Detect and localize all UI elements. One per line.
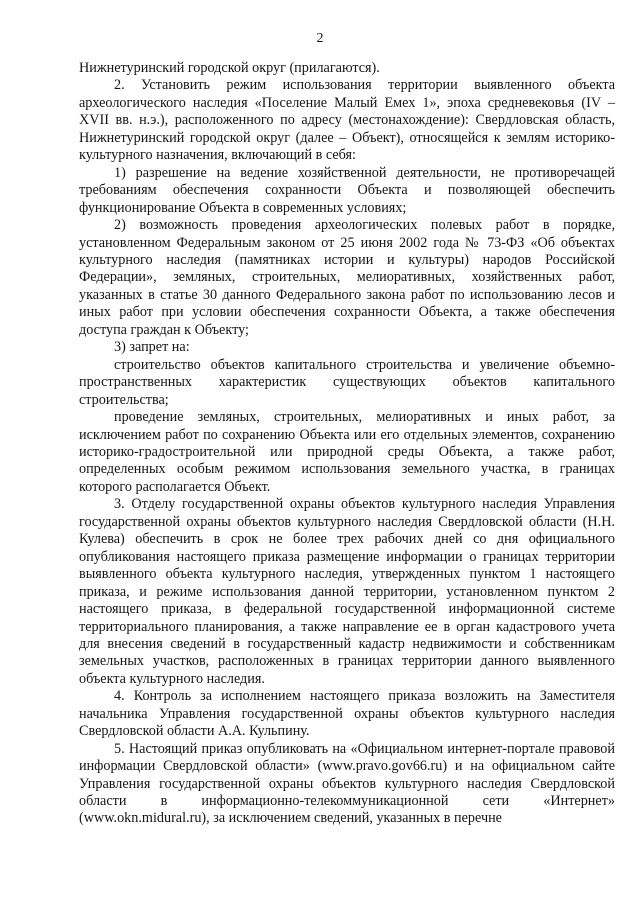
page-number: 2 [316,31,324,46]
paragraph-item-3: 3. Отделу государственной охраны объектов культурного наследия Управления государственной охраны объектов культурного наследия Свердловской области (Н.Н. Кулева) обеспечить в срок не более трех рабочих дней со дня официального опубликования настоящего приказа размещение информации о границах территории выявленного объекта культурного наследия, утвержденных пунктом 1 настоящего приказа, и режиме использования данной территории, установленном пунктом 2 настоящего приказа, в федеральной государственной информационной системе территориального планирования, а также направление ее в орган кадастрового учета для внесения сведений в государственный кадастр недвижимости и собственникам земельных участков, расположенных в границах территории данного выявленного объекта культурного наследия. [79,496,615,687]
paragraph-subitem-2: 2) возможность проведения археологических полевых работ в порядке, установленном Федеральным законом от 25 июня 2002 года № 73-ФЗ «Об объектах культурного наследия (памятниках истории и культуры) народов Российской Федерации», земляных, строительных, мелиоративных, хозяйственных работ, указанных в статье 30 данного Федерального закона работ по использованию лесов и иных работ при условии обеспечения сохранности Объекта, а также обеспечения доступа граждан к Объекту; [79,217,615,338]
paragraph-item-4: 4. Контроль за исполнением настоящего приказа возложить на Заместителя начальника Управления государственной охраны объектов культурного наследия Свердловской области А.А. Кульпину. [79,688,615,740]
paragraph-subitem-1: 1) разрешение на ведение хозяйственной деятельности, не противоречащей требованиям обеспечения сохранности Объекта и позволяющей обеспечить функционирование Объекта в современных условиях; [79,164,615,216]
paragraph-prohibition-works: проведение земляных, строительных, мелиоративных и иных работ, за исключением работ по сохранению Объекта или его отдельных элементов, сохранению историко-градостроительной или природной среды Объекта, а также работ, определенных особым режимом использования земельного участка, в границах которого располагается Объект. [79,409,615,495]
paragraph-prohibition-construction: строительство объектов капитального строительства и увеличение объемно-пространственных характеристик существующих объектов капитального строительства; [79,356,615,408]
paragraph-continuation: Нижнетуринский городской округ (прилагаются). [79,60,380,76]
document-body [79,60,615,828]
paragraph-item-2: 2. Установить режим использования территории выявленного объекта археологического наследия «Поселение Малый Емех 1», эпоха средневековья (IV – XVII вв. н.э.), расположенного по адресу (местонахождение): Свердловская область, Нижнетуринский городской округ (далее – Объект), относящейся к землям историко-культурного назначения, включающий в себя: [79,77,615,164]
paragraph-subitem-3: 3) запрет на: [114,339,190,356]
paragraph-item-5: 5. Настоящий приказ опубликовать на «Официальном интернет-портале правовой информации Свердловской области» (www.pravo.gov66.ru) и на официальном сайте Управления государственной охраны объектов культурного наследия Свердловской области в информационно-телекоммуникационной сети «Интернет» (www.okn.midural.ru), за исключением сведений, указанных в перечне [79,740,615,827]
